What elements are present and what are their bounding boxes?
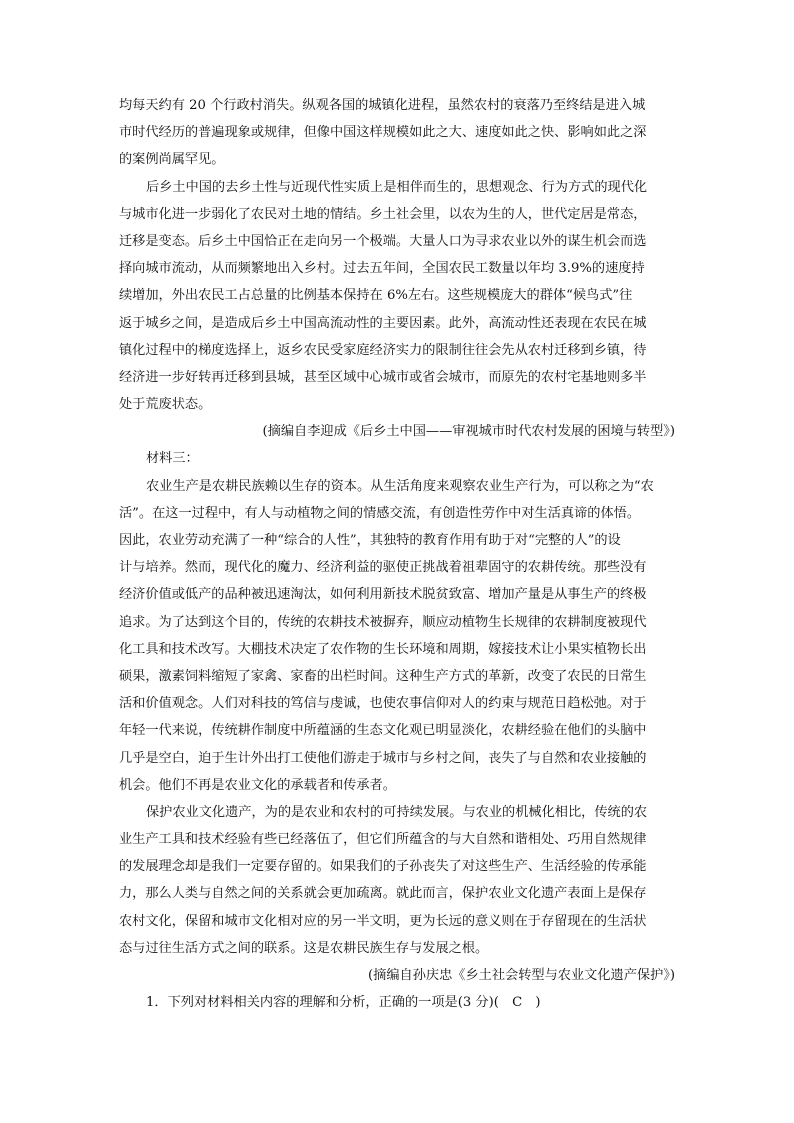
- paragraph-3: [119, 473, 675, 799]
- text-line: 几乎是空白，迫于生计外出打工使他们游走于城市与乡村之间，丧失了与自然和农业接触的: [119, 750, 647, 766]
- text-line: 与城市化进一步弱化了农民对土地的情结。乡土社会里，以农为生的人，世代定居是常态，: [119, 206, 647, 222]
- text-line: 经济进一步好转再迁移到县城，甚至区域中心城市或省会城市，而原先的农村宅基地则多半: [119, 369, 647, 385]
- paragraph-4: [119, 799, 675, 962]
- text-line: 硕果，激素饲料缩短了家禽、家畜的出栏时间。这种生产方式的革新，改变了农民的日常生: [119, 668, 647, 684]
- source-citation-2: (摘编自孙庆忠《乡土社会转型与农业文化遗产保护》): [367, 968, 675, 983]
- text-line: 后乡土中国的去乡土性与近现代性实质上是相伴而生的，思想观念、行为方式的现代化: [146, 179, 648, 195]
- text-line: 迁移是变态。后乡土中国恰正在走向另一个极端。大量人口为寻求农业以外的谋生机会而选: [119, 233, 647, 249]
- document-body: [119, 92, 675, 1016]
- text-line: 保护农业文化遗产，为的是农业和农村的可持续发展。与农业的机械化相比，传统的农: [146, 804, 648, 820]
- paragraph-1: [119, 92, 675, 174]
- text-line: 返于城乡之间，是造成后乡土中国高流动性的主要因素。此外，高流动性还表现在农民在城: [119, 315, 647, 331]
- text-line: 市时代经历的普遍现象或规律，但像中国这样规模如此之大、速度如此之快、影响如此之深: [119, 125, 647, 141]
- text-line: 择向城市流动，从而频繁地出入乡村。过去五年间，全国农民工数量以年均 3.9%的速度持: [119, 261, 645, 277]
- text-line: 续增加，外出农民工占总量的比例基本保持在 6%左右。这些规模庞大的群体“候鸟式”往: [119, 288, 633, 304]
- text-line: 农村文化，保留和城市文化相对应的另一半文明，更为长远的意义则在于存留现在的生活状: [119, 913, 647, 929]
- text-line: 机会。他们不再是农业文化的承载者和传承者。: [119, 777, 396, 793]
- material-3-label: 材料三：: [146, 451, 199, 467]
- paragraph-2: [119, 174, 675, 419]
- text-line: 年轻一代来说，传统耕作制度中所蕴涵的生态文化观已明显淡化，农耕经验在他们的头脑中: [119, 723, 647, 739]
- text-line: 力，那么人类与自然之间的关系就会更加疏离。就此而言，保护农业文化遗产表面上是保存: [119, 886, 647, 902]
- text-line: 的发展理念却是我们一定要存留的。如果我们的子孙丧失了对这些生产、生活经验的传承能: [119, 859, 647, 875]
- text-line: 镇化过程中的梯度选择上，返乡农民受家庭经济实力的限制往往会先从农村迁移到乡镇，待: [119, 342, 647, 358]
- text-line: 计与培养。然而，现代化的魔力、经济利益的驱使正挑战着祖辈固守的农耕传统。那些没有: [119, 560, 647, 576]
- text-line: 化工具和技术改写。大棚技术决定了农作物的生长环境和周期，嫁接技术让小果实植物长出: [119, 641, 647, 657]
- text-line: 因此，农业劳动充满了一种“综合的人性”，其独特的教育作用有助于对“完整的人”的设: [119, 533, 621, 548]
- text-line: 追求。为了达到这个目的，传统的农耕技术被摒弃，顺应动植物生长规律的农耕制度被现代: [119, 614, 647, 630]
- text-line: 活和价值观念。人们对科技的笃信与虔诚，也使农事信仰对人的约束与规范日趋松弛。对于: [119, 696, 647, 712]
- text-line: 态与过往生活方式之间的联系。这是农耕民族生存与发展之根。: [119, 940, 489, 956]
- text-line: 的案例尚属罕见。: [119, 152, 225, 168]
- source-citation-1: (摘编自李迎成《后乡土中国——审视城市时代农村发展的困境与转型》): [262, 424, 675, 440]
- text-line: 活”。在这一过程中，有人与动植物之间的情感交流，有创造性劳作中对生活真谛的体悟。: [119, 505, 641, 521]
- question-1: 1．下列对材料相关内容的理解和分析，正确的一项是(3 分)( C ): [146, 995, 541, 1011]
- text-line: 业生产工具和技术经验有些已经落伍了，但它们所蕴含的与大自然和谐相处、巧用自然规律: [119, 832, 647, 848]
- text-line: 经济价值或低产的品种被迅速淘汰，如何利用新技术脱贫致富、增加产量是从事生产的终极: [119, 587, 647, 603]
- text-line: 处于荒废状态。: [119, 397, 212, 413]
- text-line: 农业生产是农耕民族赖以生存的资本。从生活角度来观察农业生产行为，可以称之为“农: [146, 478, 654, 494]
- text-line: 均每天约有 20 个行政村消失。纵观各国的城镇化进程，虽然农村的衰落乃至终结是进入城: [119, 98, 646, 113]
